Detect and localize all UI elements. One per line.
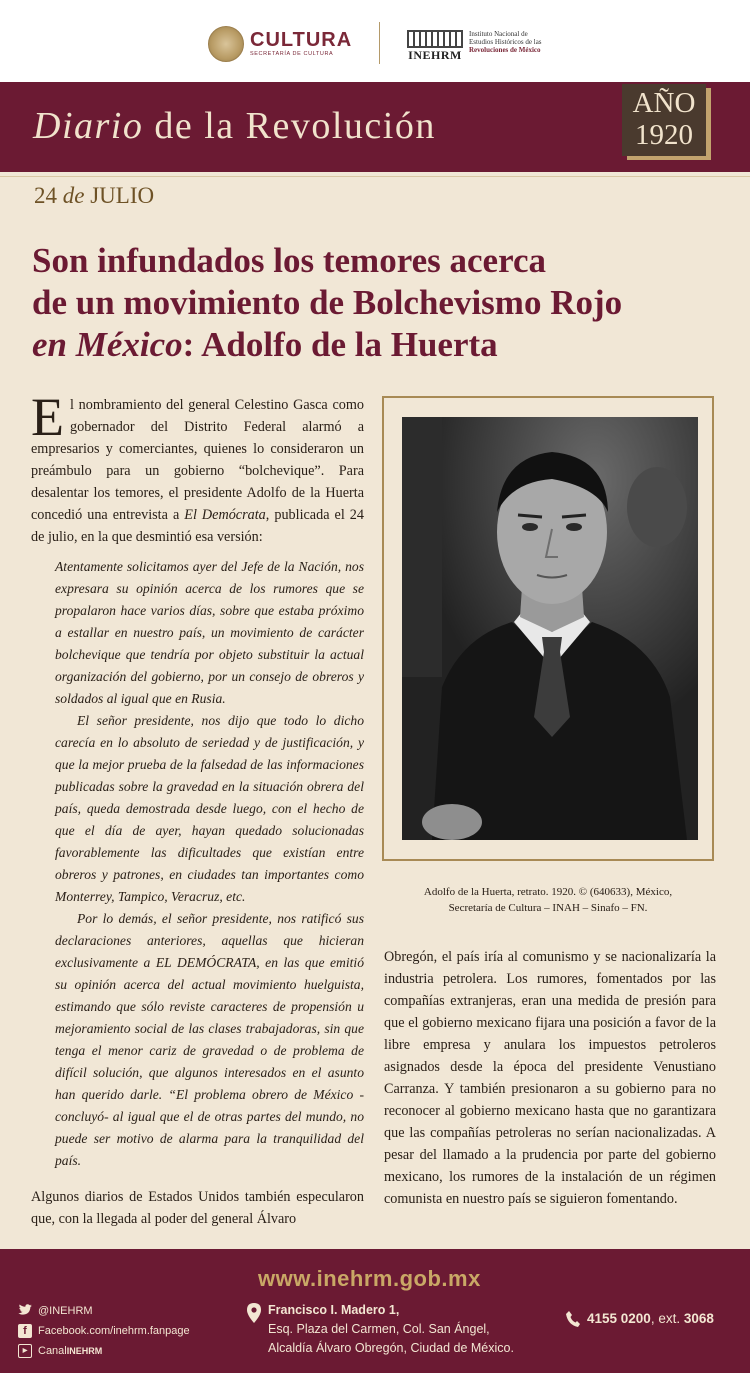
issue-date: 24 de JULIO [34, 183, 155, 208]
headline: Son infundados los temores acerca de un movimiento de Bolchevismo Rojo en México: Adolfo de la Huerta [32, 241, 623, 364]
social-links [18, 1301, 190, 1361]
twitter-link[interactable]: @INEHRM [18, 1301, 190, 1321]
facebook-link[interactable]: f Facebook.com/inehrm.fanpage [18, 1321, 190, 1341]
portrait-illustration [402, 417, 698, 840]
twitter-icon [18, 1304, 32, 1318]
article-left-column [31, 387, 364, 1230]
logo-divider [379, 22, 380, 64]
continuation-paragraph: Algunos diarios de Estados Unidos también especularon que, con la llegada al poder del general Álvaro [31, 1189, 364, 1227]
building-icon [407, 30, 463, 48]
youtube-link[interactable]: ▶ Canal INEHRM [18, 1341, 190, 1361]
logo-bar [0, 0, 750, 82]
year-number: 1920 [635, 119, 693, 151]
inehrm-logo[interactable] [407, 30, 542, 63]
inehrm-wordmark: INEHRM [408, 48, 462, 62]
drop-cap: E [31, 387, 64, 447]
article-right-column: Obregón, el país iría al comunismo y se nacionalizaría la industria petrolera. Los rumores, fomentados por las compañías extranjeras, eran una medida de presión para que el gobierno mexicano fijara una posición a favor de la libre empresa y anulara los impuestos petroleros asignados desde la época del presidente Venustiano Carranza. Y también presionaron a su gobierno para no reconocer al gobierno mexicano hasta que no garantizara que las compañías petroleras no serían nacionalizadas. A pesar del llamado a la prudencia por parte del gobierno mexicano, los rumores de la instalación de un régimen comunista en nuestro país se siguieron fomentando. [384, 949, 716, 1207]
cultura-logo[interactable] [208, 24, 352, 64]
photo-caption: Adolfo de la Huerta, retrato. 1920. © (640633), México, Secretaría de Cultura – INAH – Sinafo – FN. [423, 886, 673, 914]
phone-number[interactable]: 4155 0200, ext. 3068 [587, 1311, 714, 1326]
facebook-icon: f [18, 1324, 32, 1338]
photo-frame [382, 396, 714, 861]
interview-quote: Atentamente solicitamos ayer del Jefe de la Nación, nos expresara su opinión acerca de los rumores que se propalaron hace varios días, sobre que estaba próximo a estallar en nuestro país, un movimiento de carácter bolchevique que tendría por objeto substituir la actual organización del gobierno, por un consejo de obreros y soldados al igual que en Rusia. El señor presidente, nos dijo que todo lo dicho carecía en lo absoluto de seriedad y de justificación, y que la mejor prueba de la falsedad de las informaciones publicadas sobre la gravedad en la situación obrera del país, queda demostrada desde luego, con el hecho de que el día de ayer, hayan quedado solucionadas favorablemente las dificultades que existían entre obreros y patrones, en ciudades tan importantes como Monterrey, Tampico, Veracruz, etc. Por lo demás, el señor presidente, nos ratificó sus declaraciones anteriores, aquellas que hicieran exclusivamente a EL DEMÓCRATA, en las que emitió su opinión acerca del actual movimiento huelguista, estimando que sólo reviste caracteres de propensión u mejoramiento social de las clases trabajadoras, sin que tenga el menor cariz de gravedad o de problema de difícil solución, que algunos interesados en el asunto han querido darle. “El problema obrero de México -concluyó- al igual que el de otras partes del mundo, no puede ser motivo de alarma para la tranquilidad del país. [55, 559, 364, 1168]
year-label: AÑO [632, 87, 696, 119]
cultura-wordmark: CULTURA [250, 29, 353, 52]
website-link[interactable]: www.inehrm.gob.mx [258, 1266, 481, 1291]
date-divider [0, 176, 750, 177]
intro-paragraph: El nombramiento del general Celestino Gasca como gobernador del Distrito Federal alarmó a empresarios y comerciantes, quienes lo consideraron un preámbulo para un gobierno “bolchevique”. Para desalentar los temores, el presidente Adolfo de la Huerta concedió una entrevista a El Demócrata, publicada el 24 de julio, en la que desmintió esa versión: [31, 387, 364, 545]
national-seal-icon [208, 26, 244, 62]
year-badge [622, 84, 706, 156]
cultura-subtitle: SECRETARÍA DE CULTURA [250, 51, 334, 58]
inehrm-institution-name: Instituto Nacional de Estudios Históricos de las Revoluciones de México [469, 30, 542, 55]
portrait-photo[interactable] [402, 417, 698, 840]
phone-icon [566, 1311, 580, 1327]
youtube-icon: ▶ [18, 1344, 32, 1358]
location-pin-icon [247, 1303, 261, 1323]
publication-title: Diario de la Revolución [33, 105, 436, 147]
postal-address: Francisco I. Madero 1, Esq. Plaza del Carmen, Col. San Ángel, Alcaldía Álvaro Obregón, Ciudad de México. [268, 1303, 514, 1355]
